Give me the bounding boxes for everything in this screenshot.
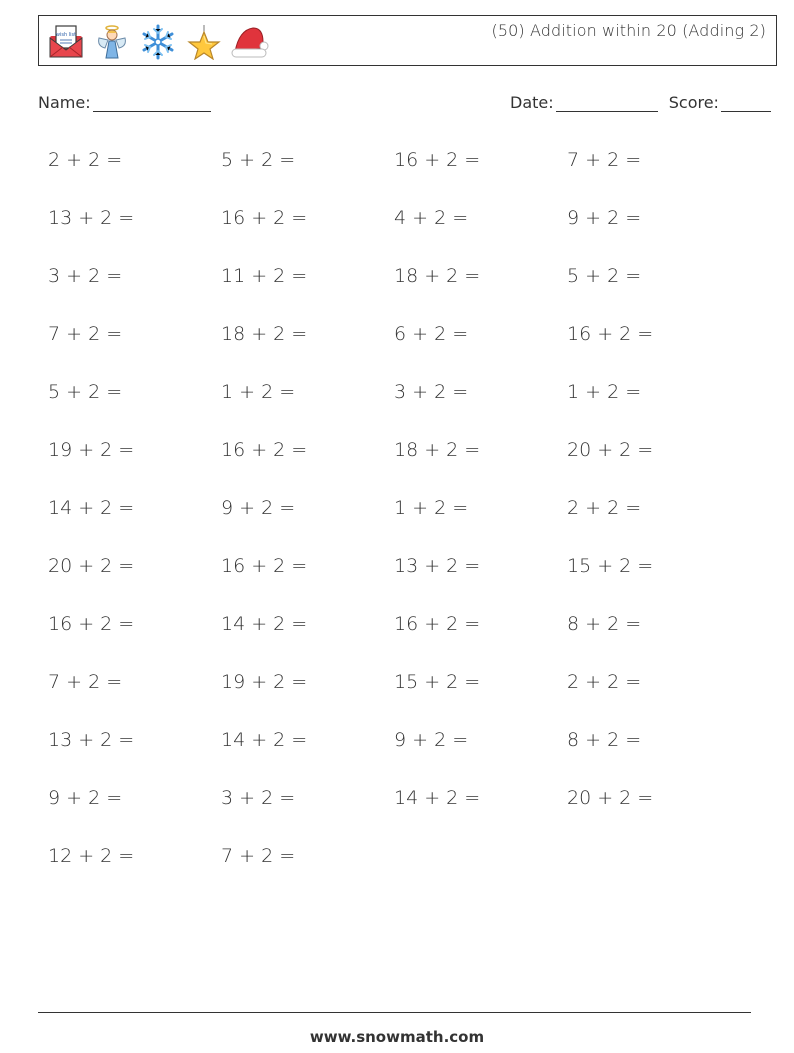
star-ornament-icon	[183, 23, 225, 61]
addition-problem: 16 + 2 =	[48, 613, 135, 635]
footer-website: www.snowmath.com	[309, 1028, 485, 1046]
header-icons	[45, 23, 271, 61]
addition-problem: 2 + 2 =	[48, 149, 123, 171]
addition-problem: 7 + 2 =	[48, 671, 123, 693]
addition-problem: 9 + 2 =	[567, 207, 642, 229]
wish-list-envelope-icon	[45, 23, 87, 61]
date-score-field	[510, 93, 771, 112]
addition-problem: 7 + 2 =	[567, 149, 642, 171]
addition-problem: 14 + 2 =	[394, 787, 481, 809]
addition-problem: 8 + 2 =	[567, 729, 642, 751]
addition-problem: 4 + 2 =	[394, 207, 469, 229]
addition-problem: 16 + 2 =	[567, 323, 654, 345]
addition-problem: 9 + 2 =	[394, 729, 469, 751]
addition-problem: 5 + 2 =	[48, 381, 123, 403]
addition-problem: 9 + 2 =	[48, 787, 123, 809]
addition-problem: 2 + 2 =	[567, 671, 642, 693]
addition-problem: 20 + 2 =	[567, 439, 654, 461]
worksheet-header	[38, 15, 777, 66]
addition-problem: 7 + 2 =	[221, 845, 296, 867]
addition-problem: 11 + 2 =	[221, 265, 308, 287]
worksheet-title: (50) Addition within 20 (Adding 2)	[491, 21, 766, 40]
date-blank[interactable]	[556, 95, 658, 112]
santa-hat-icon	[229, 23, 271, 61]
angel-icon	[91, 23, 133, 61]
addition-problem: 2 + 2 =	[567, 497, 642, 519]
addition-problem: 16 + 2 =	[221, 207, 308, 229]
addition-problem: 3 + 2 =	[221, 787, 296, 809]
addition-problem: 16 + 2 =	[221, 555, 308, 577]
addition-problem: 14 + 2 =	[48, 497, 135, 519]
addition-problem: 14 + 2 =	[221, 613, 308, 635]
addition-problem: 20 + 2 =	[567, 787, 654, 809]
name-blank[interactable]	[93, 95, 211, 112]
addition-problem: 15 + 2 =	[567, 555, 654, 577]
addition-problem: 1 + 2 =	[394, 497, 469, 519]
addition-problem: 13 + 2 =	[48, 729, 135, 751]
addition-problem: 18 + 2 =	[221, 323, 308, 345]
name-label: Name:	[38, 93, 91, 112]
addition-problem: 18 + 2 =	[394, 265, 481, 287]
addition-problem: 20 + 2 =	[48, 555, 135, 577]
snowflake-icon	[137, 23, 179, 61]
addition-problem: 8 + 2 =	[567, 613, 642, 635]
footer-divider	[38, 1012, 751, 1013]
addition-problem: 14 + 2 =	[221, 729, 308, 751]
addition-problem: 7 + 2 =	[48, 323, 123, 345]
addition-problem: 19 + 2 =	[48, 439, 135, 461]
score-blank[interactable]	[721, 95, 771, 112]
addition-problem: 15 + 2 =	[394, 671, 481, 693]
addition-problem: 6 + 2 =	[394, 323, 469, 345]
addition-problem: 9 + 2 =	[221, 497, 296, 519]
addition-problem: 16 + 2 =	[221, 439, 308, 461]
addition-problem: 1 + 2 =	[221, 381, 296, 403]
addition-problem: 3 + 2 =	[48, 265, 123, 287]
addition-problem: 3 + 2 =	[394, 381, 469, 403]
addition-problem: 19 + 2 =	[221, 671, 308, 693]
addition-problem: 18 + 2 =	[394, 439, 481, 461]
addition-problem: 5 + 2 =	[221, 149, 296, 171]
addition-problem: 16 + 2 =	[394, 613, 481, 635]
addition-problem: 13 + 2 =	[394, 555, 481, 577]
addition-problem: 13 + 2 =	[48, 207, 135, 229]
addition-problem: 12 + 2 =	[48, 845, 135, 867]
addition-problem: 5 + 2 =	[567, 265, 642, 287]
score-label: Score:	[668, 93, 719, 112]
date-label: Date:	[510, 93, 554, 112]
addition-problem: 16 + 2 =	[394, 149, 481, 171]
name-field	[38, 93, 211, 112]
wish-list-text: wish list	[55, 32, 77, 38]
addition-problem: 1 + 2 =	[567, 381, 642, 403]
